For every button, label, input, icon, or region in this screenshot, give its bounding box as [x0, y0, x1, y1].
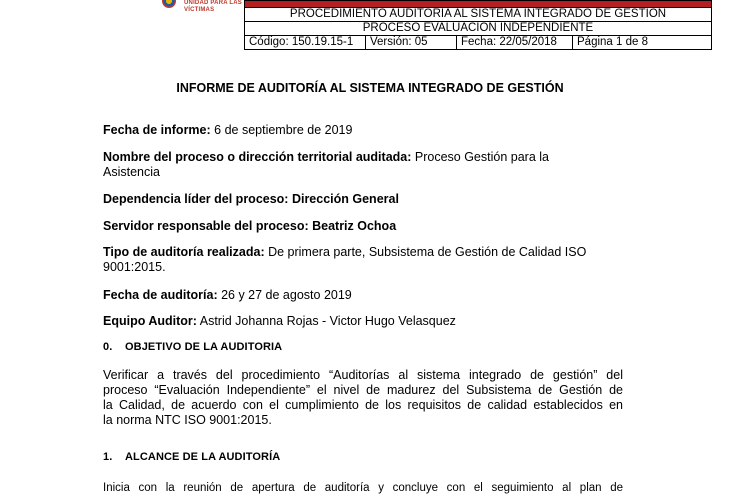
audit-date-line	[103, 288, 623, 303]
report-title: INFORME DE AUDITORÍA AL SISTEMA INTEGRADO DE GESTIÓN	[176, 81, 564, 95]
objective-number: 0.	[103, 341, 113, 353]
objective-heading	[103, 341, 282, 353]
process-name-value-1: Proceso Gestión para la	[411, 150, 549, 164]
team-value: Astrid Johanna Rojas - Victor Hugo Velasquez	[196, 314, 456, 328]
objective-line-4: la norma NTC ISO 9001:2015.	[103, 413, 272, 427]
coat-of-arms-icon	[162, 0, 176, 8]
document-header-table	[244, 0, 712, 50]
header-red-band	[245, 1, 712, 8]
scope-number: 1.	[103, 451, 113, 463]
entity-logo	[72, 0, 244, 14]
process-name-line	[103, 150, 623, 165]
objective-line-1: Verificar a través del procedimiento “Auditorías al sistema integrado de gestión” del	[103, 368, 623, 382]
header-page: Página 1 de 8	[573, 36, 712, 50]
header-code: Código: 150.19.15-1	[245, 36, 366, 50]
logo-text: UNIDAD PARA LAS VÍCTIMAS	[184, 0, 242, 13]
lead-label: Dependencia líder del proceso:	[103, 192, 289, 206]
lead-line	[103, 192, 623, 207]
header-process: PROCESO EVALUACIÓN INDEPENDIENTE	[245, 22, 712, 36]
header-version: Versión: 05	[366, 36, 457, 50]
responsible-label: Servidor responsable del proceso:	[103, 219, 309, 233]
audit-type-value-1: De primera parte, Subsistema de Gestión de Calidad ISO	[264, 245, 587, 259]
scope-heading	[103, 451, 280, 463]
process-name-label: Nombre del proceso o dirección territorial auditada:	[103, 150, 412, 164]
scope-line-1: Inicia con la reunión de apertura de auditoría y concluye con el seguimiento al plan de	[103, 482, 623, 494]
responsible-line	[103, 219, 623, 234]
objective-title: OBJETIVO DE LA AUDITORIA	[125, 341, 283, 353]
audit-date-value: 26 y 27 de agosto 2019	[217, 288, 352, 302]
header-procedure: PROCEDIMIENTO AUDITORIA AL SISTEMA INTEGRADO DE GESTIÓN	[245, 8, 712, 22]
report-date-value: 6 de septiembre de 2019	[210, 123, 353, 137]
team-line	[103, 314, 623, 329]
process-name-line-2: Asistencia	[103, 165, 160, 179]
header-date: Fecha: 22/05/2018	[457, 36, 573, 50]
audit-type-line-2: 9001:2015.	[103, 260, 166, 274]
audit-type-label: Tipo de auditoría realizada:	[103, 245, 265, 259]
report-date-line	[103, 123, 623, 138]
lead-value: Dirección General	[288, 192, 399, 206]
responsible-value: Beatriz Ochoa	[308, 219, 397, 233]
audit-type-line	[103, 245, 623, 260]
objective-line-3: la Calidad, de acuerdo con el cumplimiento de los requisitos de calidad establecidos en	[103, 398, 623, 412]
team-label: Equipo Auditor:	[103, 314, 197, 328]
report-date-label: Fecha de informe:	[103, 123, 211, 137]
objective-line-2: proceso “Evaluación Independiente” el nivel de madurez del Subsistema de Gestión de	[103, 383, 623, 397]
scope-title: ALCANCE DE LA AUDITORÍA	[125, 451, 281, 463]
audit-date-label: Fecha de auditoría:	[103, 288, 218, 302]
